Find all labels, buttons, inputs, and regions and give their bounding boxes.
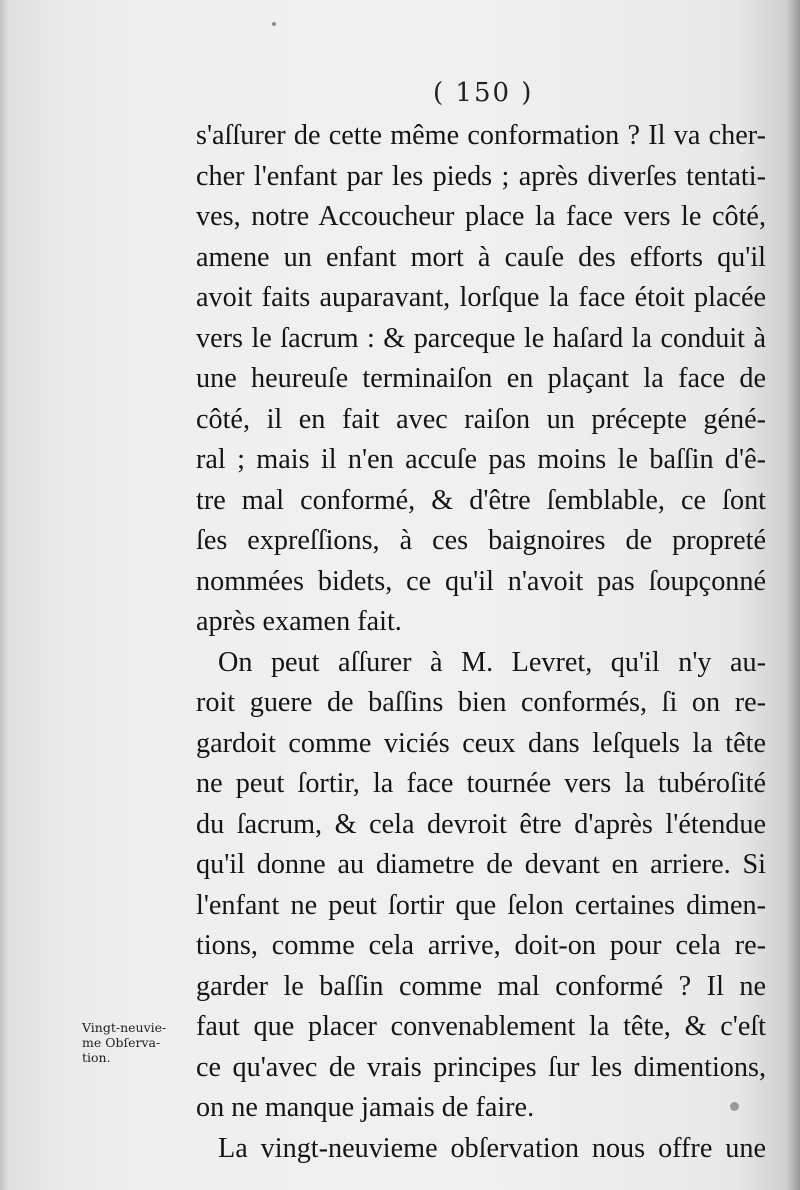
text-line: ne peut ſortir, la face tournée vers la tubéroſité xyxy=(196,768,766,799)
text-line: tions, comme cela arrive, doit-on pour cela re- xyxy=(196,930,766,961)
margin-note-line: tion. xyxy=(82,1050,111,1065)
paragraph-end-line: après examen fait. xyxy=(196,606,402,637)
margin-note xyxy=(82,1020,202,1065)
text-line: amene un enfant mort à cauſe des efforts qu'il xyxy=(196,241,766,273)
text-line: garder le baſſin comme mal conformé ? Il ne xyxy=(196,970,766,1002)
text-line: ves, notre Accoucheur place la face vers le côté, xyxy=(196,201,766,232)
text-line: faut que placer convenablement la tête, & c'eſt xyxy=(196,1011,766,1042)
text-line: ſes expreſſions, à ces baignoires de propreté xyxy=(196,525,766,556)
body-text xyxy=(196,116,766,1169)
text-line: s'aſſurer de cette même conformation ? Il va cher- xyxy=(196,120,766,151)
text-line: une heureuſe terminaiſon en plaçant la face de xyxy=(196,363,766,394)
page-edge-shadow xyxy=(786,0,800,1190)
paragraph-start-line: La vingt-neuvieme obſervation nous offre une xyxy=(218,1132,766,1164)
text-line: ce qu'avec de vrais principes ſur les dimentions, xyxy=(196,1051,766,1083)
text-line: nommées bidets, ce qu'il n'avoit pas ſoupçonné xyxy=(196,565,766,597)
margin-note-line: me Obſerva- xyxy=(82,1035,161,1050)
page-gutter-shadow xyxy=(0,0,8,1190)
ink-speck xyxy=(272,22,276,26)
text-line: l'enfant ne peut ſortir que ſelon certaines dimen- xyxy=(196,889,766,921)
paragraph-start-line: On peut aſſurer à M. Levret, qu'il n'y au- xyxy=(218,646,766,678)
text-line: roit guere de baſſins bien conformés, ſi on re- xyxy=(196,687,766,718)
page-number: ( 150 ) xyxy=(433,78,534,108)
text-line: cher l'enfant par les pieds ; après diverſes tentati- xyxy=(196,160,766,192)
margin-note-line: Vingt-neuvie- xyxy=(82,1020,167,1035)
text-line: ral ; mais il n'en accuſe pas moins le baſſin d'ê- xyxy=(196,444,766,475)
text-line: avoit faits auparavant, lorſque la face étoit placée xyxy=(196,282,766,313)
paragraph-end-line: on ne manque jamais de faire. xyxy=(196,1092,535,1123)
ink-speck xyxy=(730,1102,739,1111)
text-line: tre mal conformé, & d'être ſemblable, ce ſont xyxy=(196,484,766,516)
text-line: vers le ſacrum : & parceque le haſard la conduit à xyxy=(196,322,766,354)
text-line: qu'il donne au diametre de devant en arriere. Si xyxy=(196,849,766,880)
text-line: côté, il en fait avec raiſon un précepte géné- xyxy=(196,403,766,435)
text-line: du ſacrum, & cela devroit être d'après l'étendue xyxy=(196,808,766,840)
text-line: gardoit comme viciés ceux dans leſquels la tête xyxy=(196,727,766,759)
